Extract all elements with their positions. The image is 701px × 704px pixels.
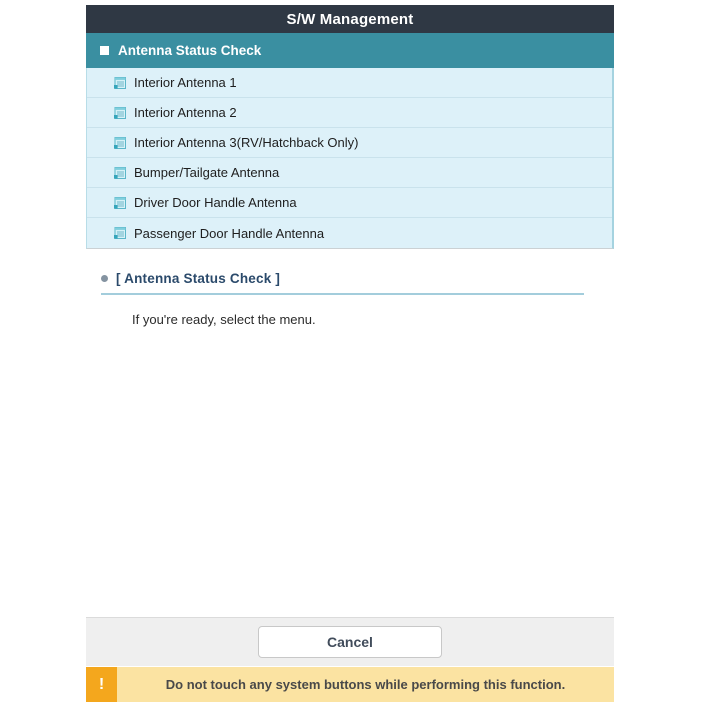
page-title xyxy=(86,5,614,33)
menu-item-label: Interior Antenna 3(RV/Hatchback Only) xyxy=(134,135,359,150)
menu-item[interactable] xyxy=(87,98,612,128)
menu-section-header xyxy=(86,33,614,68)
document-icon xyxy=(114,107,126,119)
menu-item-label: Interior Antenna 2 xyxy=(134,105,237,120)
detail-heading-text: [ Antenna Status Check ] xyxy=(116,271,281,286)
detail-section xyxy=(101,271,584,295)
document-icon xyxy=(114,197,126,209)
document-icon xyxy=(114,227,126,239)
menu-list xyxy=(86,68,614,249)
warning-message: Do not touch any system buttons while performing this function. xyxy=(165,677,566,692)
detail-heading xyxy=(101,271,584,295)
menu-item[interactable] xyxy=(87,218,612,248)
bullet-dot-icon xyxy=(101,275,108,282)
warning-bar xyxy=(86,667,614,702)
menu-item-label: Bumper/Tailgate Antenna xyxy=(134,165,280,180)
document-icon xyxy=(114,77,126,89)
page-title-text: S/W Management xyxy=(286,10,414,28)
menu-item[interactable] xyxy=(87,158,612,188)
menu-item[interactable] xyxy=(87,188,612,218)
menu-item-label: Passenger Door Handle Antenna xyxy=(134,225,325,241)
instruction-text: If you're ready, select the menu. xyxy=(132,312,316,327)
document-icon xyxy=(114,137,126,149)
menu-item[interactable] xyxy=(87,68,612,98)
menu-section-label: Antenna Status Check xyxy=(118,43,262,58)
menu-item-label: Driver Door Handle Antenna xyxy=(134,195,297,210)
menu-item-label: Interior Antenna 1 xyxy=(134,75,237,90)
sw-management-panel xyxy=(86,5,614,249)
menu-item[interactable] xyxy=(87,128,612,158)
cancel-button[interactable]: Cancel xyxy=(258,626,442,658)
footer-bar xyxy=(86,617,614,666)
document-icon xyxy=(114,167,126,179)
exclamation-icon: ! xyxy=(86,667,117,702)
square-bullet-icon xyxy=(100,46,109,55)
